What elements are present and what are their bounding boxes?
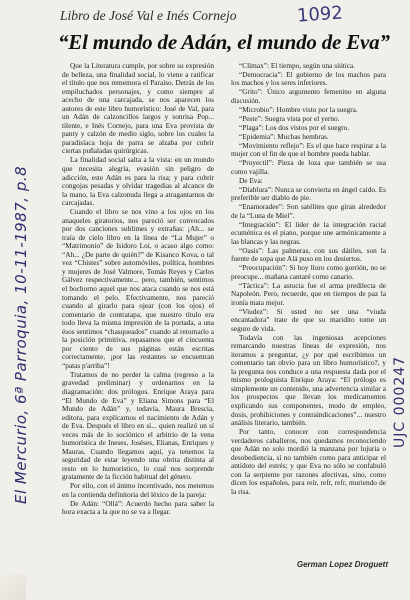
article-byline: German Lopez Droguett [296,560,388,569]
glossary-entry: “Grito”: Único argumento femenino en alguna discusión. [231,87,386,105]
handwritten-number: 1092 [296,2,344,27]
article-kicker: Libro de José Val e Inés Cornejo [60,8,237,23]
handwritten-archive-code: UJC 000247 [392,355,408,448]
glossary-entry: “Preocupación”: Si hoy lloro como gorrión, no se preocupe... mañana cantaré como canario. [231,263,386,281]
article-headline: “El mundo de Adán, el mundo de Eva” [58,30,390,54]
glossary-entry: “Enamoradee”: Son satélites que giran alrededor de la “Luna de Miel”. [231,202,386,220]
glossary-entry: “Viudez”: Si usted no ser una “viuda encantadora” trate de que su maridito tome un seguro de vida. [231,306,386,333]
paragraph: De Adán: “Ollá”: Acuerdo hecho para saber la hora exacta a la que no se va a llegar. [62,498,214,517]
glossary-entry: “Movimiento reflejo”: Es el que hace respirar a la mujer con el fin de que el hombre pueda hablar. [231,140,386,159]
glossary-entry: “Plaga”: Los dos vistos por el suegro. [239,122,350,132]
glossary-entry: “Proyectil”: Pieza de loza que también se usa como vajilla. [231,158,386,176]
paper-corner [0,574,26,600]
paragraph: Tratamos de no perder la calma (regreso a la gravedad preliminar) y ordenarnos en la diagramación: dos prólogos. Enrique Araya para “El Mundo de Eva” y Eliana Simons para “El Mundo de Adán” y, todavía, Maura Brescia, editora, para explicarnos el nacimiento de Adán y de Eva. Después el libro en sí... quien realizó un sí veces más de lo sociónico el arbitrio de la vena humorística de Ineses, Joséses, Elianas, Enriques y Mauras. Cuando llegamos aquí, ya tenemos la seguridad de estar leyendo una obrita distinta al resto en lo humorístico, lo cual nos sorprende gratamente de la ficción habitual del género. [62,369,214,482]
glossary-entry: “Integración”: El líder de la integración racial ecuménica es el piano, porque une armónicamente a las blancas y las negras. [231,219,386,246]
paragraph: Por ello, con el ánimo incentivado, nos metemos en la contienda definitoria del léxico de la pareja: [62,481,214,499]
glossary-entry: “Táctica”: La astucia fue el arma predilecta de Napoleón. Pero, recuerde, que en tiempos de paz la ironía mata mejor. [231,280,386,307]
glossary-entry: “Peste”: Suegra vista por el yerno. [239,113,340,123]
glossary-entry: “Democracia”: El gobierno de los machos para los machos y los seres inferiores. [231,69,386,88]
paragraph: Todavía con las ingeniosas acepciones remarcando nuestras líneas de expresión, nos iteramos a preguntar, ¿y por qué escribimos un comentario tan obvio para un libro humorístico?, y la pregunta nos conduce a una respuesta dada por el mismo prologuista Enrique Araya: “El prólogo es simplemente un contenido, una advertencia similar a los prospectos que llevan los medicamentos explicando sus componentes, modo de empleo, dosis, prohibiciones y contraindicaciones”... nuestro análisis literario, también. [231,332,386,428]
glossary-entry: “Diablura”: Nunca se convierta en ángel caído. Es preferible ser diablo de pie. [231,184,386,203]
paragraph: Cuando el libro se nos vino a los ojos en los anaqueles giratorios, nos pareció ser convocados por dos canciones sublimes y extrañas: ¡Ah... se traía de cielo libro en la línea de “La Mujer” o “Matrimonio” de Isidoro Loi, o acaso algo como: “Ah... ¿De parte de quién?” de Kisanco Kova, o tal vez “Chistes” sobre automóviles, política, hombres y mujeres de José Valmore, Tomás Reyes y Carlos Gálvez respectivamente... pero, también, sentimos el bochorno aquel que nos ataca cuando se nos está tomando el pelo. Efectivamente, nos pareció cuando al girarlo para ojear (con los ojos) el comentario de contratapa, que nuestro título era todo lleva la misma impresión de la portada, a una ésos sentimos “chasqueados” cuando al retornarlo a la posición primitiva, repasamos que el cincuenta por ciento de sus páginas están escritas correctamente, ¡por las restantes se encuentran “patas p'arriba”! [62,207,214,370]
glossary-entry: “Clímax”: El tiempo, según una siútica. [239,62,356,70]
glossary-entry: “Microbio”: Hombre visto por la suegra. [239,104,358,114]
glossary-entry: “Oasis”: Las palmeras, con sus dátiles, son la fuente de sopa que Alá puso en los desiertos. [231,245,386,264]
paragraph: La finalidad social salta a la vista: en un mundo que necesita alegría, evasión sin peligro de adicción, este Adán es para la risa; y para cubrir congojas pesadas y olvidar tragedias al alcance de la mano, la Eva calzonuda llega a atragantarnos de carcajadas. [62,155,214,208]
handwritten-source-note: El Mercurio, 6ª Parroquia, 10-11-1987, p.8 [12,165,30,504]
section-label: De Eva: [239,175,263,185]
paragraph: Por tanto, conocer con correspondencia verdaderos caballeros, nos quedamos reconociendo que Adán no solo mordió la manzana por lujuria o desobediencia, sí no también como para anticipar el antídoto del estrés; y que Eva no sólo se confabuló con la serpiente por razones afectivas, sino, como dicen los españoles, para reír, refr, refr, muriendo de la risa. [231,427,386,496]
article-column-left [62,62,214,577]
paragraph: Que la Literatura cumple, por sobre su expresión de belleza, una finalidad social, lo viene a ratificar el título que nos rememora el Paraíso. Detrás de los empiluchados personajes, y como siempre al acecho de una carcajada, se nos aparecen los autores de este libro humorístico: José de Val, para un Adán de calzoncillos largos y sonrisa Pop... tilente, e Inés Cornejo, para una Eva provista de panty y calzón de medio siglo, sobre los cuales la paradisíaca hoja de parra se alzaba por cubrir ciertas puñaladas quirúrgicas. [62,62,214,156]
article-column-right [231,62,386,557]
glossary-entry: “Epidemia”: Muchas hembras. [239,131,329,141]
